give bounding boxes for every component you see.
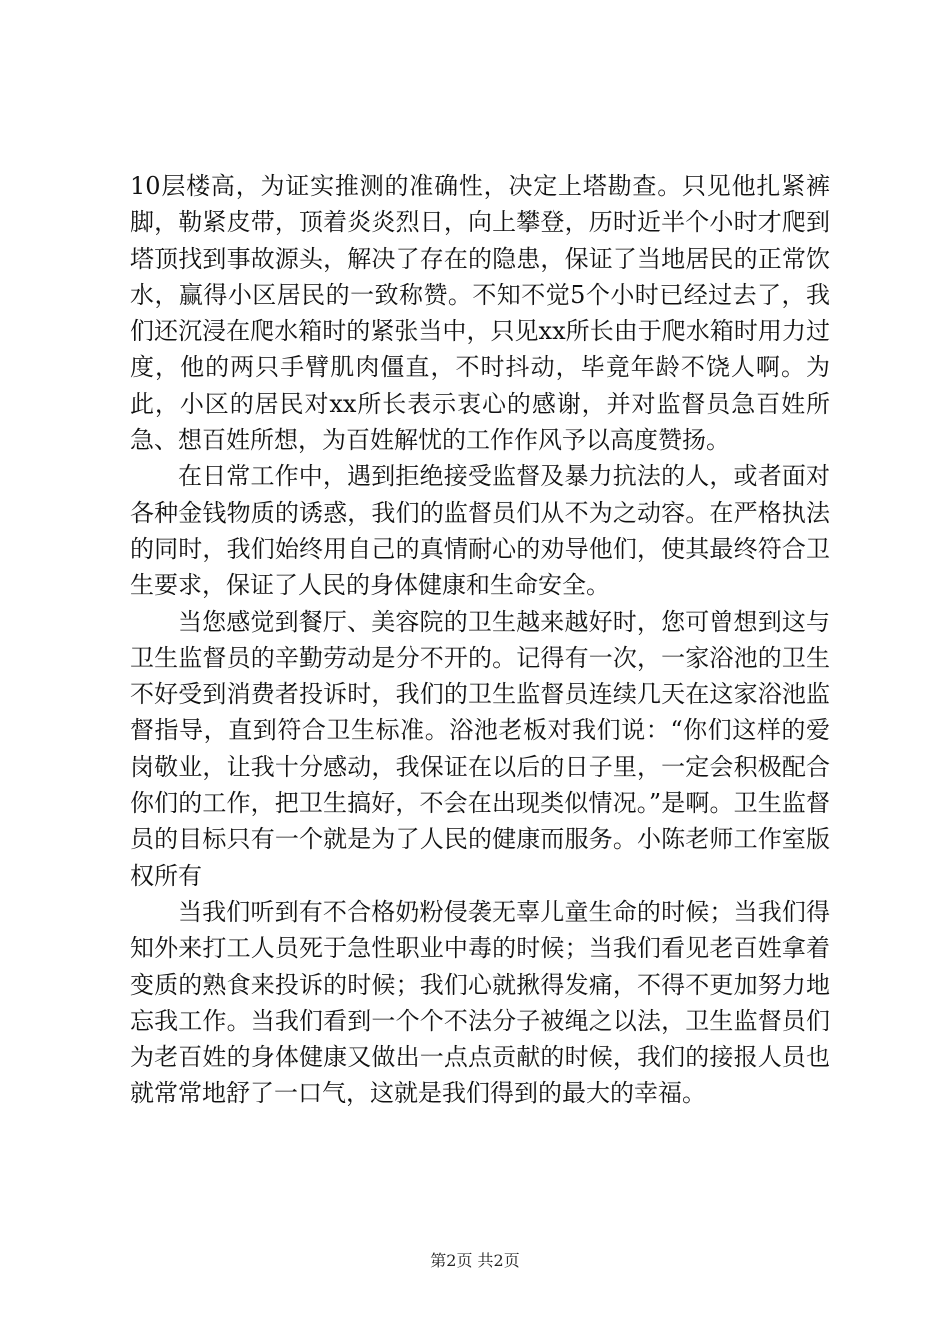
paragraph-happiness: 当我们听到有不合格奶粉侵袭无辜儿童生命的时候；当我们得知外来打工人员死于急性职业中毒的时候；当我们看见老百姓拿着变质的熟食来投诉的时候；我们心就揪得发痛，不得不更加努力地忘我工作。当我们看到一个个不法分子被绳之以法，卫生监督员们为老百姓的身体健康又做出一点点贡献的时候，我们的接报人员也就常常地舒了一口气，这就是我们得到的最大的幸福。 bbox=[130, 897, 830, 1108]
page-footer: 第2页 共2页 bbox=[430, 1251, 520, 1270]
paragraph-daily-work: 在日常工作中，遇到拒绝接受监督及暴力抗法的人，或者面对各种金钱物质的诱惑，我们的监督员们从不为之动容。在严格执法的同时，我们始终用自己的真情耐心的劝导他们，使其最终符合卫生要求，保证了人民的身体健康和生命安全。 bbox=[130, 462, 830, 600]
paragraph-continuation: 10层楼高，为证实推测的准确性，决定上塔勘查。只见他扎紧裤脚，勒紧皮带，顶着炎炎烈日，向上攀登，历时近半个小时才爬到塔顶找到事故源头，解决了存在的隐患，保证了当地居民的正常饮水，赢得小区居民的一致称赞。不知不觉5个小时已经过去了，我们还沉浸在爬水箱时的紧张当中，只见xx所长由于爬水箱时用力过度，他的两只手臂肌肉僵直，不时抖动，毕竟年龄不饶人啊。为此，小区的居民对xx所长表示衷心的感谢，并对监督员急百姓所急、想百姓所想，为百姓解忧的工作作风予以高度赞扬。 bbox=[130, 172, 830, 455]
body-text bbox=[130, 168, 830, 1112]
paragraph-bathhouse: 当您感觉到餐厅、美容院的卫生越来越好时，您可曾想到这与卫生监督员的辛勤劳动是分不开的。记得有一次，一家浴池的卫生不好受到消费者投诉时，我们的卫生监督员连续几天在这家浴池监督指导，直到符合卫生标准。浴池老板对我们说：“你们这样的爱岗敬业，让我十分感动，我保证在以后的日子里，一定会积极配合你们的工作，把卫生搞好，不会在出现类似情况。”是啊。卫生监督员的目标只有一个就是为了人民的健康而服务。小陈老师工作室版权所有 bbox=[130, 607, 830, 890]
